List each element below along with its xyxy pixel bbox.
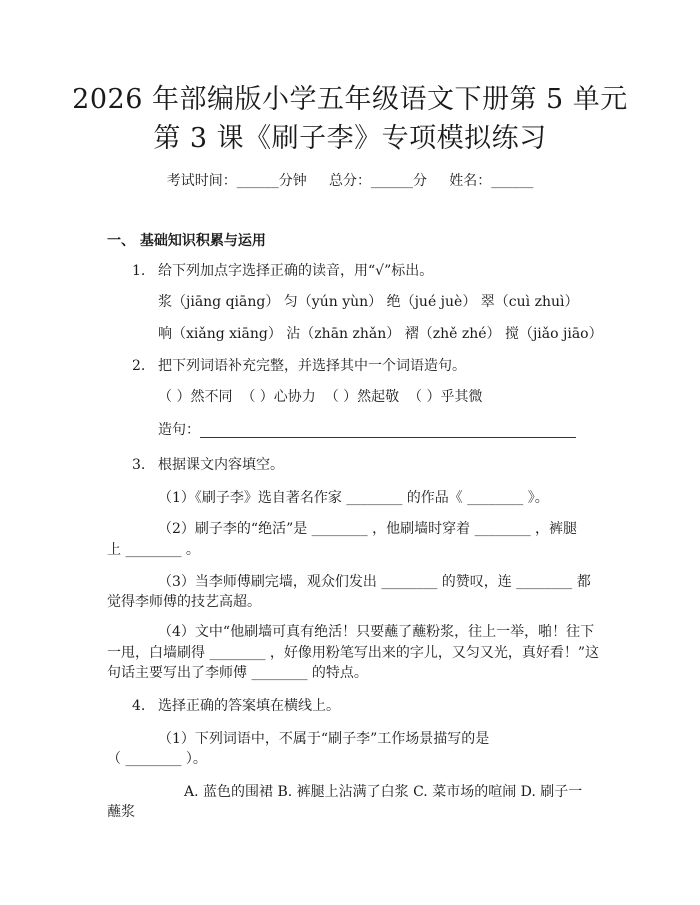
fill-in-sentence: （3）当李师傅刷完墙，观众们发出 ________ 的赞叹，连 ________ 都 xyxy=(158,574,591,590)
section-heading: 一、 基础知识积累与运用 xyxy=(107,233,266,249)
question-prompt: 选择正确的答案填在横线上。 xyxy=(158,698,340,714)
question-prompt: 把下列词语补充完整，并选择其中一个词语造句。 xyxy=(158,358,466,374)
fill-in-sentence: 一甩，白墙刷得 ________ ，好像用粉笔写出来的字儿，又匀又光，真好看！”这 xyxy=(107,645,600,661)
question-number: 1. xyxy=(132,263,146,279)
sentence-label: 造句： xyxy=(158,422,200,438)
fill-in-sentence: 上 ________ 。 xyxy=(107,542,200,558)
answer-options: 蘸浆 xyxy=(107,804,135,820)
question-prompt: 根据课文内容填空。 xyxy=(158,457,284,473)
pinyin-options-row: 浆（jiāng qiāng） 匀（yún yùn） 绝（jué juè） 翠（cuì zhuì） xyxy=(158,294,579,310)
fill-in-sentence: 觉得李师傅的技艺高超。 xyxy=(107,594,261,610)
question-number: 3. xyxy=(132,457,146,473)
idiom-blanks: （ ）然不同 （ ）心协力 （ ）然起敬 （ ）乎其微 xyxy=(158,389,483,405)
sentence-answer-line[interactable] xyxy=(200,423,576,438)
question-prompt: 给下列加点字选择正确的读音，用“√”标出。 xyxy=(158,263,434,279)
question-number: 2. xyxy=(132,358,146,374)
fill-in-sentence: （2）刷子李的“绝活”是 ________ ，他刷墙时穿着 ________ ，裤腿 xyxy=(158,521,578,537)
page-title-line2: 第 3 课《刷子李》专项模拟练习 xyxy=(153,123,547,154)
fill-in-sentence: （4）文中“他刷墙可真有绝活！只要蘸了蘸粉浆，往上一举，啪！往下 xyxy=(158,624,595,640)
exam-info-line: 考试时间：______分钟 总分：______分 姓名：______ xyxy=(166,173,534,189)
fill-in-sentence: 句话主要写出了李师傅 ________ 的特点。 xyxy=(107,665,368,681)
choice-question: （ ________ ）。 xyxy=(107,751,207,767)
choice-question: （1）下列词语中，不属于“刷子李”工作场景描写的是 xyxy=(158,731,490,747)
pinyin-options-row: 响（xiǎng xiāng） 沾（zhān zhǎn） 褶（zhě zhé） 搅（jiǎo jiāo） xyxy=(158,326,603,342)
question-number: 4. xyxy=(132,698,146,714)
answer-options: A. 蓝色的围裙 B. 裤腿上沾满了白浆 C. 菜市场的喧闹 D. 刷子一 xyxy=(184,784,583,800)
page-title-line1: 2026 年部编版小学五年级语文下册第 5 单元 xyxy=(72,84,628,115)
fill-in-sentence: （1）《刷子李》选自著名作家 ________ 的作品《 ________ 》。 xyxy=(158,490,549,506)
